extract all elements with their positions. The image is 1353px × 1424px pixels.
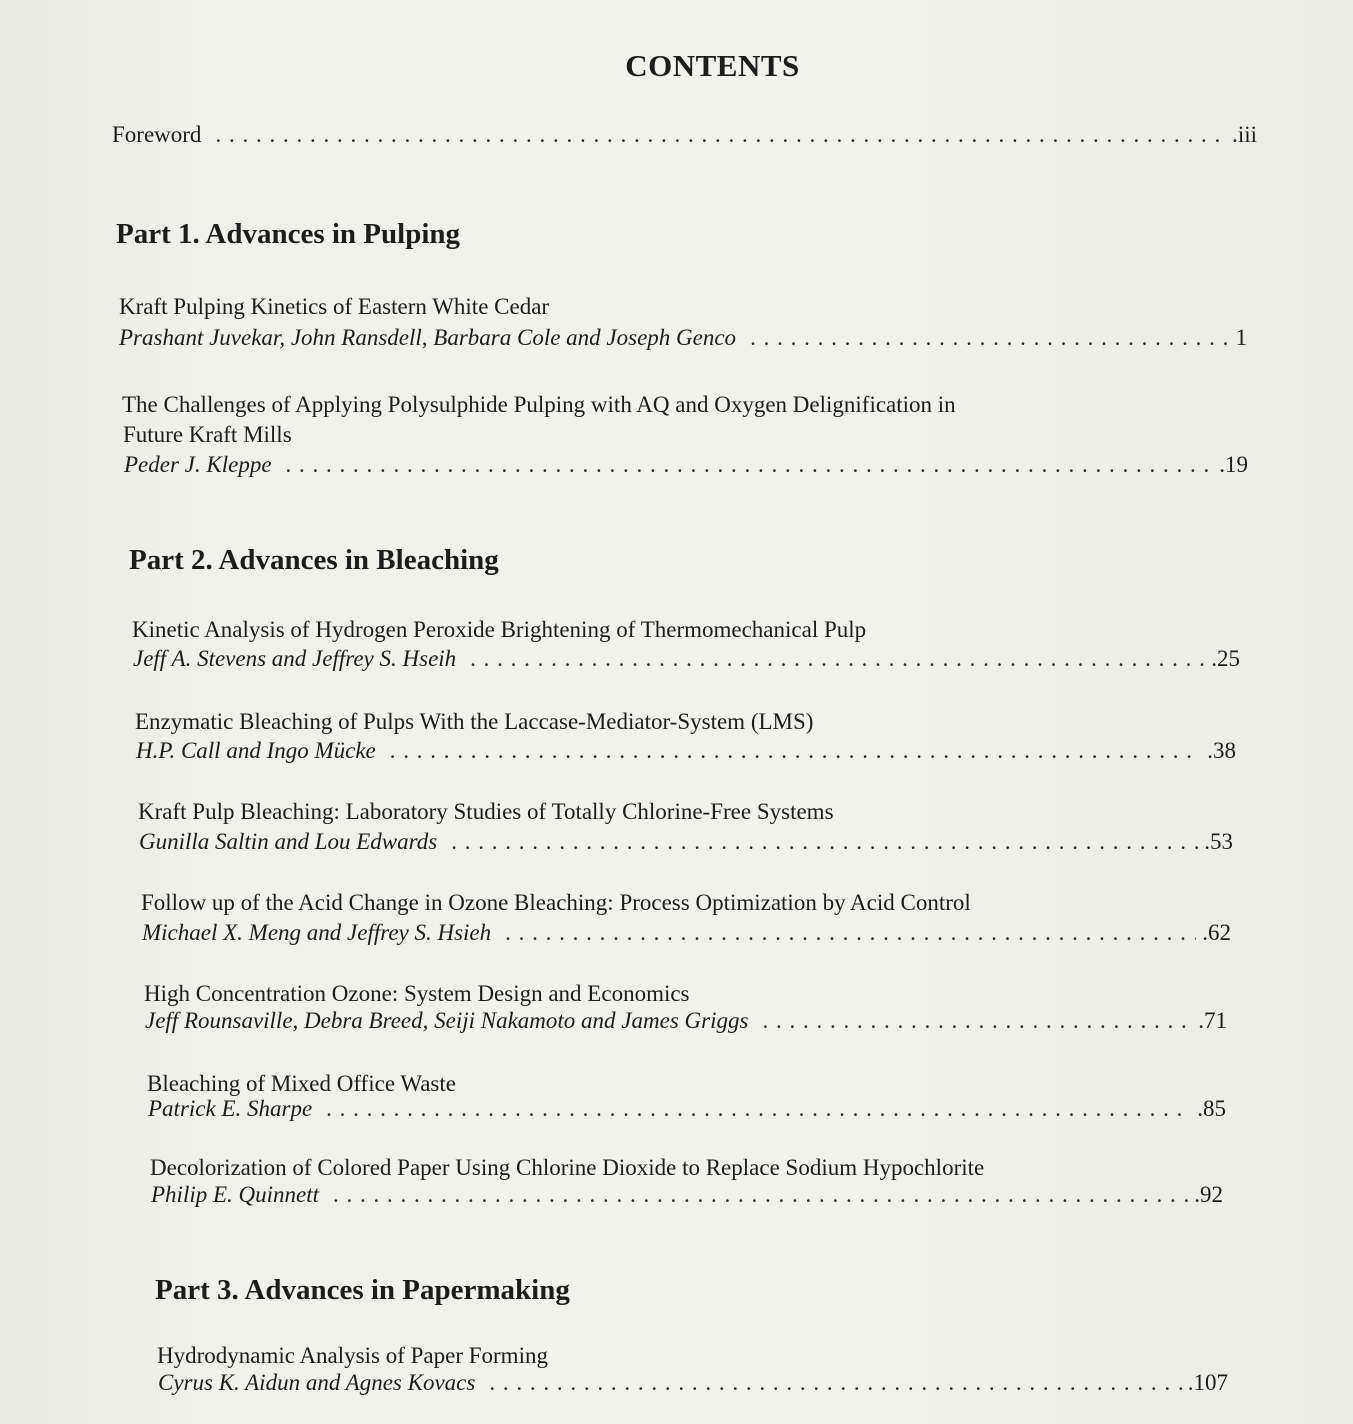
foreword-entry <box>112 122 1257 148</box>
entry-title: Kraft Pulp Bleaching: Laboratory Studies of Totally Chlorine-Free Systems <box>138 799 834 824</box>
entry-authors-line <box>158 1370 1228 1396</box>
entry-authors-line <box>148 1096 1226 1122</box>
entry-authors: Patrick E. Sharpe <box>148 1096 313 1121</box>
leader-dots <box>470 646 1205 672</box>
entry-authors-line <box>142 920 1231 946</box>
page-number: .53 <box>1204 829 1233 854</box>
entry-authors-line <box>151 1182 1223 1208</box>
page-number: .107 <box>1187 1370 1228 1395</box>
part-heading: Part 3. Advances in Papermaking <box>155 1274 570 1306</box>
entry-title: Future Kraft Mills <box>123 422 292 447</box>
entry-authors: Prashant Juvekar, John Ransdell, Barbara Cole and Joseph Genco <box>119 325 737 350</box>
entry-title: Bleaching of Mixed Office Waste <box>147 1071 456 1096</box>
leader-dots <box>215 122 1226 148</box>
entry-authors: Michael X. Meng and Jeffrey S. Hsieh <box>142 920 492 945</box>
entry-authors-line <box>145 1008 1227 1034</box>
entry-authors-line <box>124 452 1248 478</box>
page-number: .38 <box>1207 738 1236 763</box>
page-number: .25 <box>1211 646 1240 671</box>
part-heading: Part 1. Advances in Pulping <box>116 218 461 250</box>
entry-authors-line <box>139 829 1233 855</box>
leader-dots <box>762 1008 1192 1034</box>
leader-dots <box>489 1370 1181 1396</box>
entry-authors: Gunilla Saltin and Lou Edwards <box>139 829 438 854</box>
entry-authors-line <box>136 738 1236 764</box>
leader-dots <box>750 325 1229 351</box>
leader-dots <box>326 1096 1191 1122</box>
entry-authors-line <box>119 325 1247 351</box>
leader-dots <box>451 829 1198 855</box>
foreword-label: Foreword <box>112 122 202 147</box>
entry-authors: Cyrus K. Aidun and Agnes Kovacs <box>158 1370 476 1395</box>
page-title: CONTENTS <box>625 48 800 83</box>
entry-title: Kraft Pulping Kinetics of Eastern White Cedar <box>119 294 550 319</box>
leader-dots <box>390 738 1201 764</box>
entry-title: Follow up of the Acid Change in Ozone Bleaching: Process Optimization by Acid Control <box>141 890 971 915</box>
entry-authors-line <box>133 646 1240 672</box>
part-heading: Part 2. Advances in Bleaching <box>129 544 499 576</box>
entry-authors: Jeff A. Stevens and Jeffrey S. Hseih <box>133 646 457 671</box>
page-number: .iii <box>1232 122 1257 147</box>
page-number: .85 <box>1197 1096 1226 1121</box>
entry-title: Kinetic Analysis of Hydrogen Peroxide Brightening of Thermomechanical Pulp <box>132 617 867 642</box>
entry-title: Hydrodynamic Analysis of Paper Forming <box>157 1343 548 1368</box>
entry-title: Enzymatic Bleaching of Pulps With the Laccase-Mediator-System (LMS) <box>135 709 814 734</box>
entry-authors: Jeff Rounsaville, Debra Breed, Seiji Nakamoto and James Griggs <box>145 1008 749 1033</box>
entry-authors: Philip E. Quinnett <box>151 1182 320 1207</box>
page-number: .19 <box>1219 452 1248 477</box>
entry-title: The Challenges of Applying Polysulphide Pulping with AQ and Oxygen Delignification in <box>122 392 956 417</box>
page-number: 1 <box>1235 325 1247 350</box>
leader-dots <box>333 1182 1188 1208</box>
page-number: .62 <box>1202 920 1231 945</box>
page-number: .92 <box>1194 1182 1223 1207</box>
leader-dots <box>286 452 1214 478</box>
page-number: .71 <box>1198 1008 1227 1033</box>
leader-dots <box>505 920 1196 946</box>
entry-title: High Concentration Ozone: System Design and Economics <box>144 981 690 1006</box>
entry-title: Decolorization of Colored Paper Using Chlorine Dioxide to Replace Sodium Hypochlorite <box>150 1155 985 1180</box>
entry-authors: Peder J. Kleppe <box>124 452 272 477</box>
entry-authors: H.P. Call and Ingo Mücke <box>136 738 376 763</box>
